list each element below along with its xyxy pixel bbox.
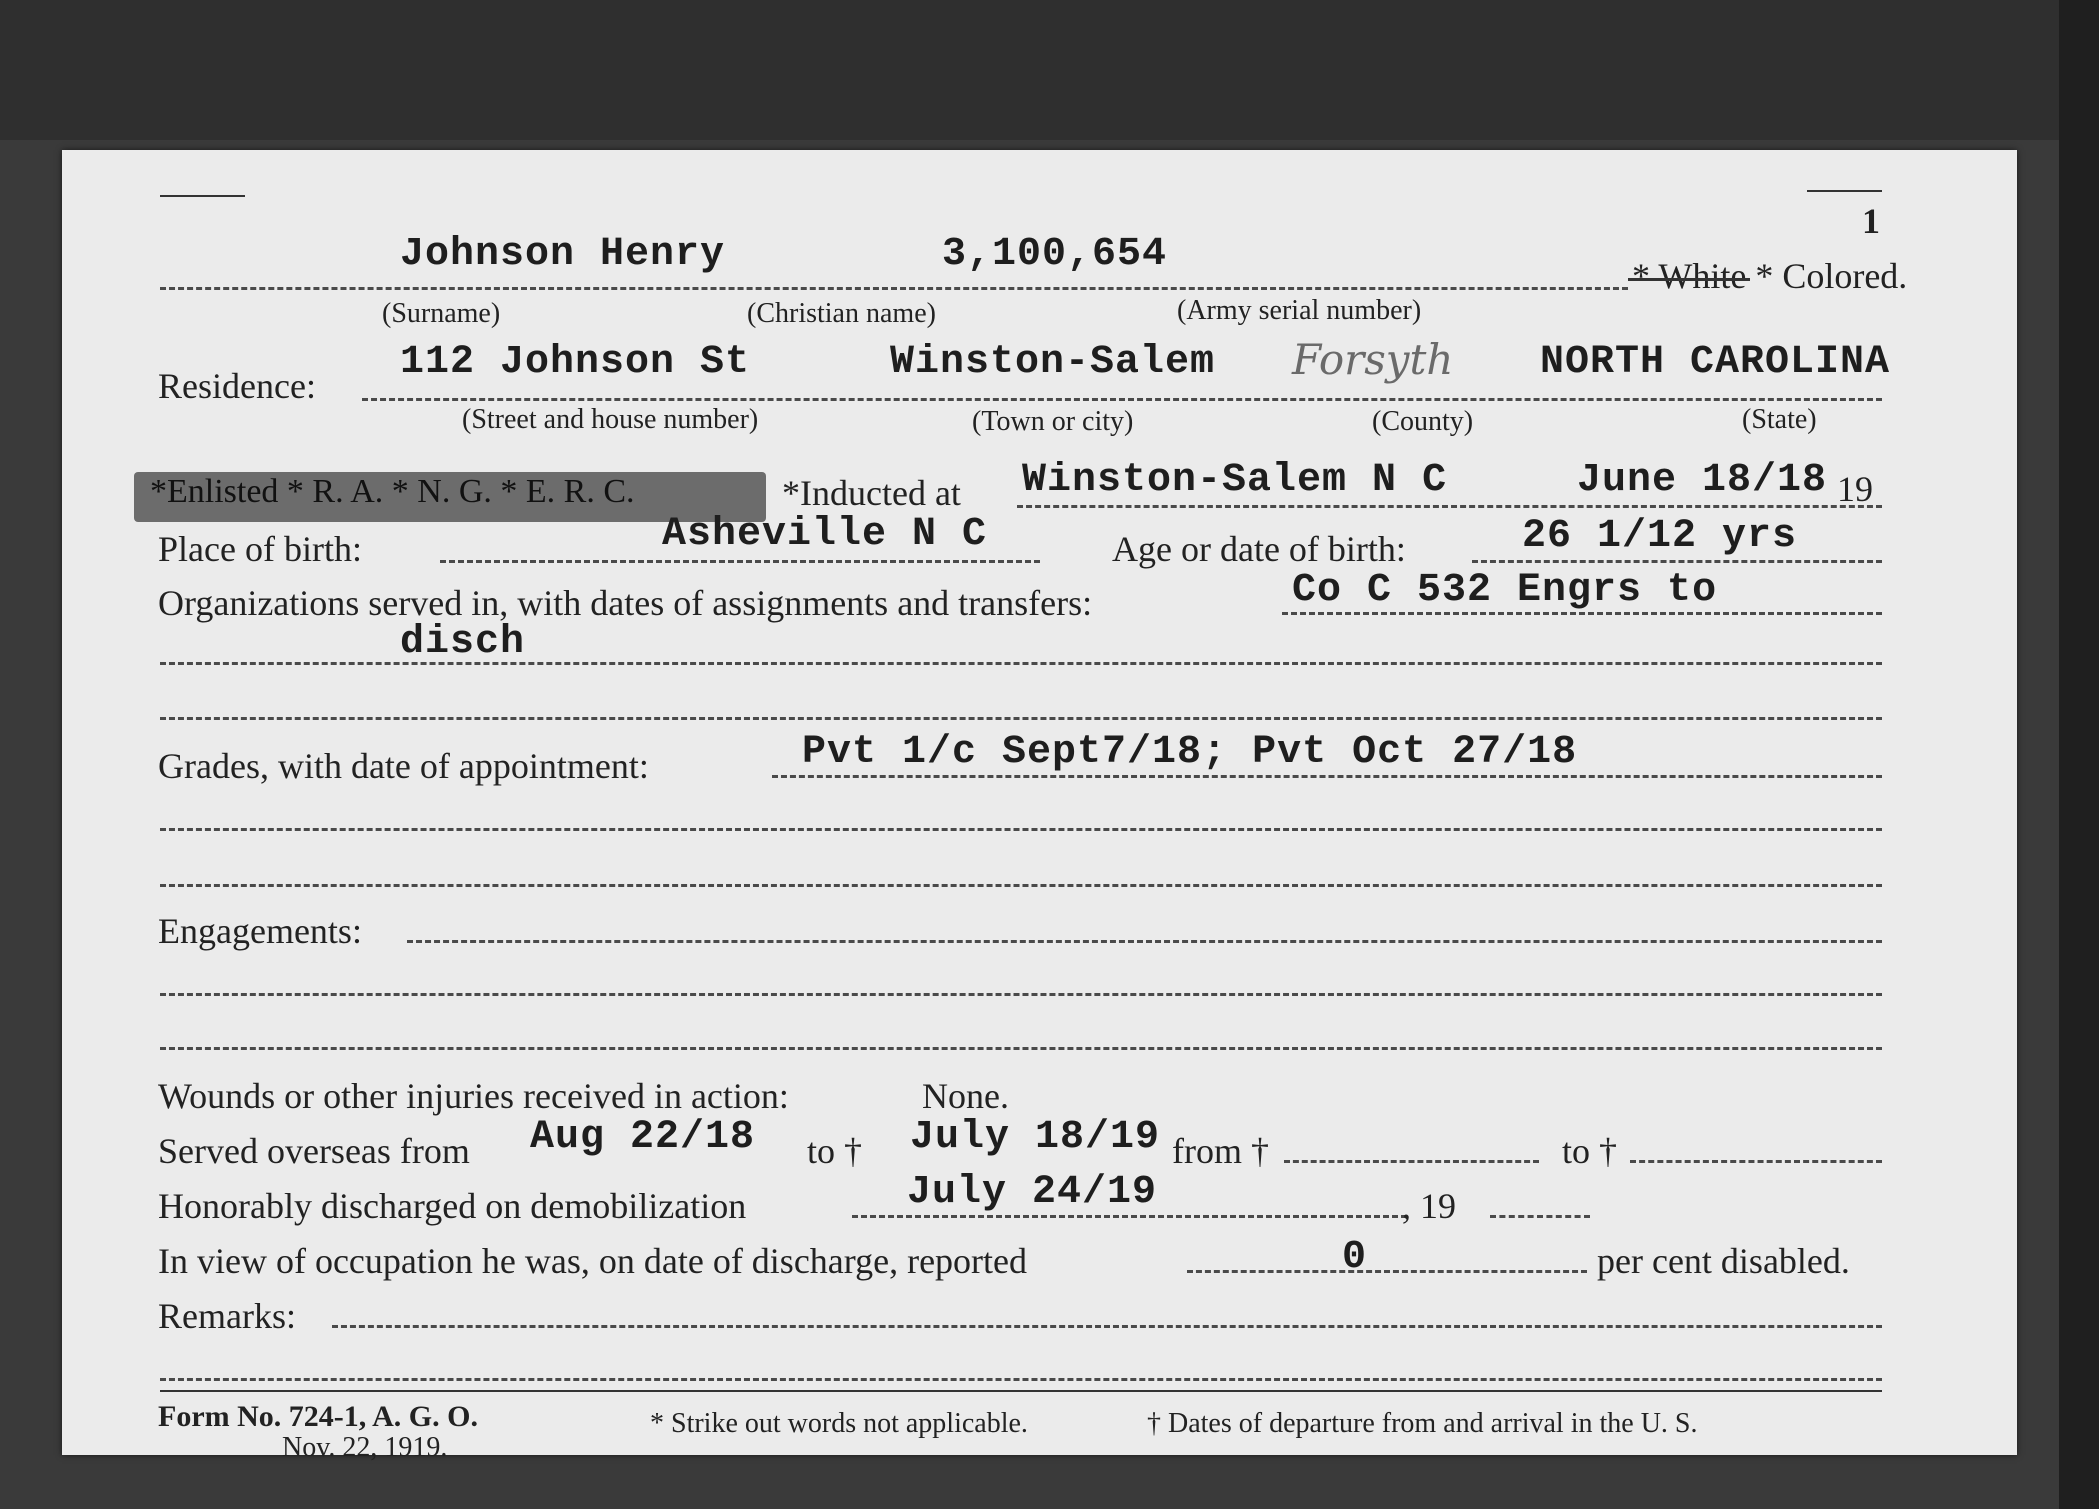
overseas-to2-label: to † bbox=[1562, 1131, 1618, 1171]
label-street: (Street and house number) bbox=[462, 404, 759, 435]
overseas-to-label: to † bbox=[807, 1131, 863, 1171]
inducted-line bbox=[1017, 505, 1882, 508]
disability-label: In view of occupation he was, on date of discharge, reported bbox=[158, 1241, 1028, 1281]
overseas-from-value: Aug 22/18 bbox=[530, 1115, 756, 1160]
remarks-label: Remarks: bbox=[158, 1296, 296, 1336]
overseas-from2-label: from † bbox=[1172, 1131, 1269, 1171]
grades-line2 bbox=[160, 828, 1882, 831]
top-right-rule bbox=[1807, 190, 1882, 192]
overseas-from2-line bbox=[1284, 1160, 1539, 1163]
age-value: 26 1/12 yrs bbox=[1522, 514, 1798, 559]
age-label: Age or date of birth: bbox=[1112, 529, 1406, 569]
label-christian-name: (Christian name) bbox=[747, 298, 936, 329]
discharge-year-line bbox=[1490, 1215, 1590, 1218]
disability-value: 0 bbox=[1342, 1235, 1368, 1280]
residence-line bbox=[362, 398, 1882, 401]
wounds-label: Wounds or other injuries received in action: bbox=[158, 1076, 789, 1116]
engagements-line2 bbox=[160, 993, 1882, 996]
engagements-label: Engagements: bbox=[158, 911, 362, 951]
service-record-card bbox=[62, 150, 2017, 1463]
form-date: Nov. 22, 1919. bbox=[282, 1432, 448, 1463]
engagements-line3 bbox=[160, 1047, 1882, 1050]
race-white: * White bbox=[1632, 256, 1747, 296]
residence-label: Residence: bbox=[158, 366, 316, 406]
background-top bbox=[0, 0, 2099, 140]
label-serial-number: (Army serial number) bbox=[1177, 295, 1422, 326]
organizations-line3 bbox=[160, 717, 1882, 720]
footer-rule bbox=[160, 1390, 1882, 1392]
remarks-line1 bbox=[332, 1325, 1882, 1328]
town-value: Winston-Salem bbox=[890, 340, 1216, 385]
grades-line3 bbox=[160, 884, 1882, 887]
overseas-label: Served overseas from bbox=[158, 1131, 470, 1171]
label-state: (State) bbox=[1742, 404, 1817, 435]
label-town: (Town or city) bbox=[972, 406, 1134, 437]
discharge-year: , 19 bbox=[1402, 1186, 1456, 1226]
disability-suffix: per cent disabled. bbox=[1597, 1241, 1850, 1281]
engagements-line1 bbox=[407, 940, 1882, 943]
birthplace-label: Place of birth: bbox=[158, 529, 362, 569]
label-county: (County) bbox=[1372, 406, 1474, 437]
discharge-label: Honorably discharged on demobilization bbox=[158, 1186, 747, 1226]
organizations-label: Organizations served in, with dates of assignments and transfers: bbox=[158, 583, 1093, 623]
birthplace-line bbox=[440, 560, 1040, 563]
page-number: 1 bbox=[1862, 201, 1880, 241]
grades-label: Grades, with date of appointment: bbox=[158, 746, 649, 786]
inducted-year-suffix: 19 bbox=[1837, 469, 1873, 509]
inducted-date-value: June 18/18 bbox=[1577, 458, 1828, 503]
disability-line bbox=[1187, 1270, 1587, 1273]
organizations-line2 bbox=[160, 662, 1882, 665]
name-line bbox=[160, 287, 1628, 290]
label-surname: (Surname) bbox=[382, 298, 501, 329]
top-left-rule bbox=[160, 195, 245, 197]
state-value: NORTH CAROLINA bbox=[1540, 340, 1891, 385]
age-line bbox=[1472, 560, 1882, 563]
serial-value: 3,100,654 bbox=[942, 232, 1168, 277]
organizations-line1 bbox=[1282, 612, 1882, 615]
race-colored: * Colored. bbox=[1755, 256, 1908, 296]
footnote-dates: † Dates of departure from and arrival in the U. S. bbox=[1147, 1408, 1698, 1439]
discharge-line bbox=[852, 1215, 1407, 1218]
grades-value: Pvt 1/c Sept7/18; Pvt Oct 27/18 bbox=[802, 730, 1578, 775]
organizations-value-line1: Co C 532 Engrs to bbox=[1292, 568, 1718, 613]
county-value: Forsyth bbox=[1292, 335, 1454, 384]
overseas-to-value: July 18/19 bbox=[910, 1115, 1161, 1160]
race-options bbox=[1632, 255, 1907, 297]
enlisted-options: *Enlisted * R. A. * N. G. * E. R. C. bbox=[150, 473, 635, 510]
overseas-to2-line bbox=[1630, 1160, 1882, 1163]
inducted-place-value: Winston-Salem N C bbox=[1022, 458, 1448, 503]
footnote-strike: * Strike out words not applicable. bbox=[650, 1408, 1028, 1439]
wounds-value: None. bbox=[922, 1076, 1009, 1116]
background-right-edge bbox=[2059, 0, 2099, 1509]
form-number: Form No. 724-1, A. G. O. bbox=[158, 1400, 478, 1433]
inducted-label: *Inducted at bbox=[782, 473, 961, 513]
organizations-value-line2: disch bbox=[400, 620, 526, 665]
surname-value: Johnson Henry bbox=[400, 232, 726, 277]
birthplace-value: Asheville N C bbox=[662, 512, 988, 557]
remarks-line2 bbox=[160, 1378, 1882, 1381]
grades-line1 bbox=[772, 775, 1882, 778]
street-value: 112 Johnson St bbox=[400, 340, 751, 385]
discharge-value: July 24/19 bbox=[907, 1170, 1158, 1215]
